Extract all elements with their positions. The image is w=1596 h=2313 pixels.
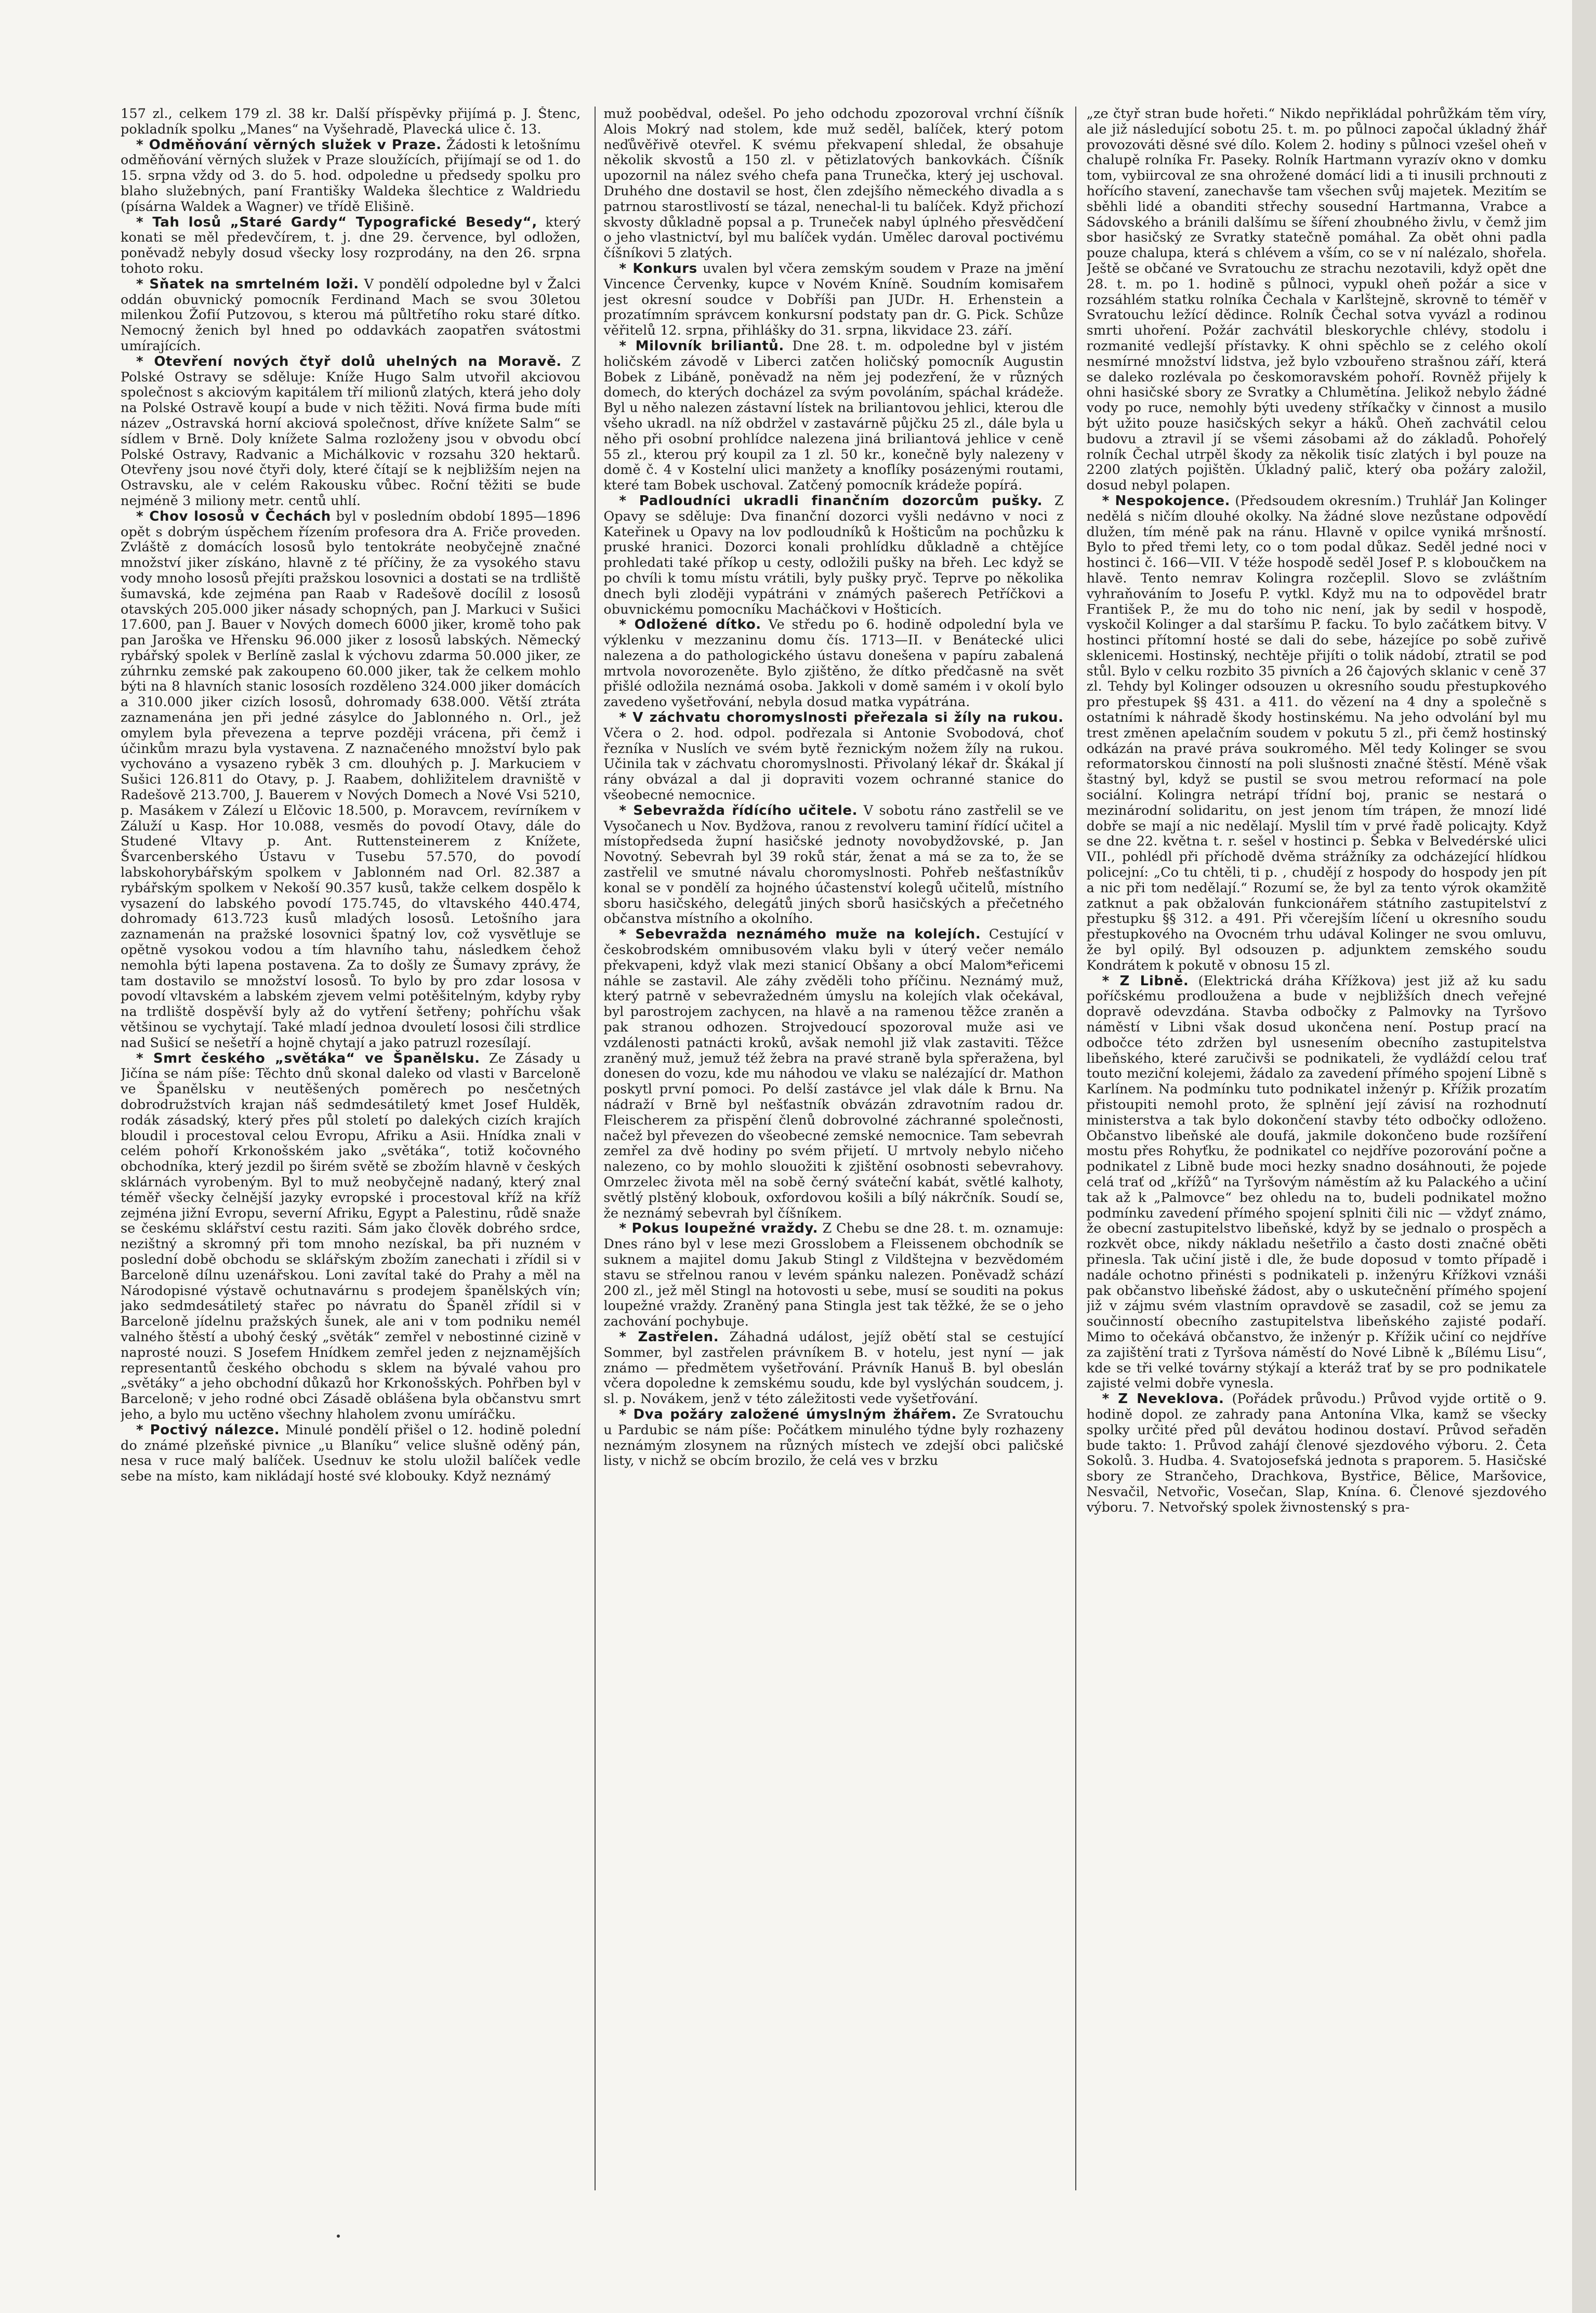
- article-paragraph: [603, 1330, 1063, 1407]
- article-paragraph: [603, 1221, 1063, 1330]
- article-paragraph: [121, 509, 581, 1051]
- article-text: který konati se měl předevčírem, t. j. dne 29. července, byl odložen, poněvadž nebyly dosud všecky losy rozprodány, na den 26. srpna tohoto roku.: [121, 214, 581, 276]
- column-right: [1087, 107, 1547, 2190]
- article-paragraph: [603, 261, 1063, 339]
- article-paragraph: [603, 494, 1063, 617]
- article-headline: * Z Neveklova.: [1102, 1391, 1224, 1407]
- article-headline: * Otevření nových čtyř dolů uhelných na Moravě.: [136, 353, 562, 369]
- article-paragraph: [121, 215, 581, 277]
- article-text: Dne 28. t. m. odpoledne byl v jistém holičském závodě v Liberci zatčen holičský pomocník Augustin Bobek z Libáně, poněvadž na něm jej podezření, že v různých domech, do kterých docházel za svým povoláním, spáchal krádeže. Byl u něho nalezen zástavní lístek na briliantovou jehlici, kterou dle všeho ukradl. na níž obdržel v zastavárně půjčku 25 zl., dále byla u něho při osobní prohlídce nalezena jiná briliantová jehlice v ceně 55 zl., kterou prý koupil za 1 zl. 50 kr., konečně byly nalezeny v domě č. 4 v Kostelní ulici manžety a knoflíky posázenými routami, které tam Bobek uschoval. Zatčený pomocník krádeže popírá.: [603, 338, 1064, 494]
- article-headline: * Tah losů „Staré Gardy“ Typografické Besedy“,: [136, 214, 537, 230]
- article-text: Ve středu po 6. hodině odpolední byla ve výklenku v mezzaninu domu čís. 1713—II. v Benátecké ulici nalezena a do pathologického ústavu donešena v papíru zabalená mrtvola novorozeněte. Bylo zjištěno, že dítko předčasně na svět přišlé odložila neznámá osoba. Jakkoli v domě samém i v okolí bylo zavedeno vyšetřování, nebyla dosud matka vypátrána.: [603, 617, 1064, 710]
- article-paragraph: [603, 803, 1063, 927]
- article-text: Ze Svratouchu u Pardubic se nám píše: Počátkem minulého týdne byly rozhazeny neznámým zlosynem na různých místech ve zdejší obci paličské listy, v nichž se obcím brozilo, že celá ves v brzku: [603, 1406, 1064, 1469]
- article-paragraph: [121, 1423, 581, 1485]
- article-text: Žádosti k letošnímu odměňování věrných služek v Praze sloužících, přijímají se od 1. do 15. srpna vždy od 3. do 5. hod. odpoledne u předsedy spolku pro blaho služebných, paní Františky Waldeka šlechtice z Waldriedu (písárna Waldek a Wagner) ve třídě Elišině.: [121, 137, 581, 215]
- article-columns: [121, 107, 1547, 2190]
- article-headline: * Pokus loupežné vraždy.: [619, 1221, 819, 1237]
- column-middle: [603, 107, 1063, 2190]
- article-headline: * Padloudníci ukradli finančním dozorcům pušky.: [619, 493, 1043, 509]
- article-paragraph: [603, 107, 1063, 261]
- ink-speck: [337, 2235, 340, 2238]
- article-paragraph: [603, 927, 1063, 1221]
- page-edge-shadow: [1572, 0, 1596, 2313]
- article-headline: * Nespokojence.: [1102, 493, 1231, 509]
- article-headline: * Sebevražda neznámého muže na kolejích.: [619, 927, 981, 943]
- article-headline: * V záchvatu choromyslnosti přeřezala si žíly na rukou.: [619, 710, 1064, 726]
- article-text: „ze čtyř stran bude hořeti.“ Nikdo nepřikládal pohrůžkám těm víry, ale již následující sobotu 25. t. m. po půlnoci započal úkladný žhář provozováti děsné své dílo. Kolem 2. hodiny s půlnoci vzešel oheň v chalupě rolníka Fr. Paseky. Rolník Hartmann vyrazív okno v domku tom, vybiircoval ze sna ohrožené domácí lidi a ti inusili prchnouti z hořícího stavení, zanechavše tam všechen svůj majetek. Mezitím se sběhli lidé a obanditi střechy sousední Hartmanna, Vrabce a Sádovského a bránili dalšímu se šíření zhoubného živlu, v čemž jim sbor hasičský ze Svratky statečně pomáhal. Za obět ohni padla pouze chalupa, která s chlévem a vším, co se v ní nalézalo, shořela. Ještě se občané ve Svratouchu ze strachu nezotavili, když opět dne 28. t. m. po 1. hodině s půlnoci, vypukl oheň požár a sice v rozsáhlém statku rolníka Čechala v Karlštejně, skrovně to téměř v Svratouchu ležící dědince. Rolník Čechal sotva vyvázl a rodinou smrti uhoření. Požár zachvátil bleskorychle chlévy, stodolu i rozmanité vedlejší přístavky. K ohni spěchlo se z celého okolí nesmírné množství lidstva, jež bylo vzbouřeno strašnou září, která se daleko rozlévala po českomoravském pohoří. Rovněž přijely k ohni hasičské sbory ze Svratky a Chlumětína. Jelikož nebylo žádné vody po ruce, nemohly býti uvedeny stříkačky v činnost a musilo být užito pouze hasičských sekyr a háků. Oheň zachvátil celou budovu a ztravil jí se všemi zásobami až do základů. Pohořelý rolník Čechal utrpěl škody za několik tisíc zlatých i byl pouze na 2200 zlatých pojištěn. Úkladný palič, který oba požáry založil, dosud nebyl polapen.: [1086, 107, 1547, 494]
- article-text: (Elektrická dráha Křížkova) jest již až ku sadu poříčskému prodloužena a bude v nejbližších dnech veřejné dopravě odevzdána. Stavba odbočky z Palmovky na Tyršovo náměstí v Libni však dosud ukončena není. Postup prací na odbočce této zdržen byl usnesením obecního zastupitelstva libeňského, které zaručivši se podnikateli, že vydláždí celou trať touto meziční kolejemi, žádalo za zavedení přímého spojení Libně s Karlínem. Na podmínku tuto podnikatel inženýr p. Křížik prozatím přistoupiti nemohl proto, že splnění její závisí na rozhodnutí ministerstva a tak bylo dokončení stavby této odbočky odloženo. Občanstvo libeňské ale doufá, jakmile dokončeno bude rozšíření mostu přes Rohyťku, že podnikatel co nejdříve pozorování počne a podnikatel z Libně bude moci hezky snadno dosáhnouti, že pojede celá trať od „křížů“ na Tyršovým náměstím až ku Palackého a učiní tak až k „Palmovce“ bez ohledu na to, budeli podnikatel možno podmínku zavedení přímého spojení splniti čili nic — vždyť známo, že obecní zastupitelstvo libeňské, když by se jednalo o prospěch a rozkvět obce, nikdy nákladu nešetřilo a často dosti značné oběti přinesla. Tak učiní jistě i dle, že bude doposud v tomto případě i nadále ochotno přinésti s podnikateli p. inženýru Křížkovi vznáši pak občanstvo libeňské žádost, aby o uskutečnění přímého spojení již v zájmu svém vlastním opravdově se zasadil, což se jemu za součinností obecního zastupitelstva libeňského zajisté podaří. Mimo to očekává občanstvo, že inženýr p. Křížik učiní co nejdříve za zajištění trati z Tyršova náměstí do Nové Libně k „Bílému Lisu“, kde se tři velké továrny stýkají a kteráž trať by se pro podnikatele zajisté velmi dobře vynesla.: [1086, 973, 1547, 1392]
- column-left: [121, 107, 581, 2190]
- article-headline: * Z Libně.: [1102, 973, 1189, 989]
- article-headline: * Odměňování věrných služek v Praze.: [136, 137, 442, 153]
- article-paragraph: [1087, 1392, 1547, 1515]
- article-headline: * Dva požáry založené úmyslným žhářem.: [619, 1406, 957, 1422]
- article-text: muž poobědval, odešel. Po jeho odchodu zpozoroval vrchní číšník Alois Mokrý nad stolem, kde muž seděl, balíček, který potom neďůvěřivě otevřel. K svému překvapení shledal, že obsahuje několik skvostů a 150 zl. v pětizlatových bankovkách. Číšník upozornil na nález svého chefa pana Trunečka, který jej uschoval. Druhého dne dostavil se host, člen zdejšího německého divadla a s patrnou starostlivostí se tázal, nenechal-li tu balíček. Když přichozí skvosty důkladně popsal a p. Truneček nabyl úplného přesvědčení o jeho vlastnictví, byl mu balíček vydán. Umělec daroval poctivému číšníkovi 5 zlatých.: [603, 107, 1064, 261]
- article-headline: * Chov lososů v Čechách: [136, 508, 331, 524]
- article-text: V pondělí odpoledne byl v Žalci oddán obuvnický pomocník Ferdinand Mach se svou 30letou milenkou Žofií Putzovou, s kterou má půltřetího roku staré dítko. Nemocný ženich byl hned po oddavkách zaopatřen svátostmi umírajících.: [121, 276, 581, 354]
- article-paragraph: [603, 339, 1063, 494]
- article-paragraph: [603, 710, 1063, 803]
- article-text: V sobotu ráno zastřelil se ve Vysočanech u Nov. Bydžova, ranou z revolveru taminí řídící učitel a místopředseda župní hasičské jednoty novobydžovské, p. Jan Novotný. Sebevrah byl 39 roků stár, ženat a má se za to, že se zastřelil ve smutné návalu choromyslnosti. Pohřeb nešťastníkův konal se v pondělí za hojného účastenství kolegů učitelů, místního sboru hasičského, delegátů jiných sborů hasičských a přečetného občanstva místního a okolního.: [603, 802, 1064, 927]
- article-text: Záhadná událost, jejíž obětí stal se cestující Sommer, byl zastřelen právníkem B. v hotelu, jest nyní — jak známo — předmětem vyšetřování. Právník Hanuš B. byl obeslán včera dopoledne k zemskému soudu, kde byl vyslýchán soudcem, j. sl. p. Novákem, jenž v této záležitosti vede vyšetřování.: [603, 1329, 1064, 1407]
- article-headline: * Poctivý nálezce.: [136, 1422, 280, 1438]
- article-headline: * Sebevražda řídícího učitele.: [619, 802, 858, 818]
- article-text: byl v posledním období 1895—1896 opět s dobrým úspěchem řízením profesora dra A. Friče proveden. Zvláště z domácích lososů bylo tentokráte neobyčejně značné množství jiker získáno, hlavně z té příčiny, že za vysokého stavu vody mnoho lososů přejíti pražskou losovnici a dostati se na trdliště šumavská, kde zejména pan Raab v Radešově docílil z lososů otavských 205.000 jiker násady schopných, pan J. Markuci v Sušici 17.600, pan J. Bauer v Nových domech 6000 jiker, kromě toho pak pan Jaroška ve Hřensku 96.000 jiker z lososů labských. Německý rybářský spolek v Berlíně zaslal k výchovu zdarma 50.000 jiker, ze zúhrnku zemské pak zakoupeno 60.000 jiker, tak že celkem mohlo býti na 8 hlavních stanic lososích rozděleno 324.000 jiker domácích a 310.000 jiker cizích lososů, dohromady 638.000. Větší ztráta zaznamenána jen při jedné zásylce do Jablonného n. Orl., jež omylem byla převezena a teprve později vrácena, při čemž i účinkům mrazu byla vystavena. Z naznačeného množství bylo pak vychováno a vysazeno ryběk 3 cm. dlouhých p. J. Markuciem v Sušici 126.811 do Otavy, p. J. Raabem, dohližitelem dravniště v Radešově 213.700, J. Bauerem v Nových Domech a Nové Vsi 5210, p. Masákem v Zálezí u Elčovic 18.500, p. Moravcem, revírníkem v Záluží u Kasp. Hor 10.088, vesměs do povodí Otavy, dále do Studené Vltavy p. Ant. Ruttensteinerem z Knížete, Švarcenberského Ústavu v Tusebu 57.570, do povodí labskohorybářským spolkem v Jablonném nad Orl. 82.387 a rybářským spolkem v Nekoší 90.357 kusů, takže celkem dospělo k vysazení do labského povodí 175.745, do vltavského 440.474, dohromady 613.723 kusů mladých lososů. Letošního jara zaznamenán na pražské losovnici špatný lov, což vysvětluje se opětně vysokou vodou a tím hlavního tahu, následkem čehož nemohla býti lapena postavena. Za to došly ze Šumavy zprávy, že tam dostavilo se množství lososů. To bylo by pro zdar lososa v povodí vltavském a labském zjevem velmi potěšitelným, kdyby ryby na trdliště dospěvší byly až do vytření šetřeny; pohříchu však většinou se vychytají. Také mladí jednoa dvouletí lososi čili strdlice nad Sušicí se nešetří a hojně chytají a jako patruzl rozesílají.: [121, 508, 581, 1051]
- article-paragraph: [603, 1407, 1063, 1469]
- article-text: Z Chebu se dne 28. t. m. oznamuje: Dnes ráno byl v lese mezi Grosslobem a Fleissenem obchodník se suknem a majitel domu Jakub Stingl z Vildštejna v bezvědomém stavu se střelnou ranou v levém spánku nalezen. Poněvadž schází 200 zl., jež měl Stingl na hotovosti u sebe, musí se souditi na pokus loupežné vraždy. Zraněný pana Stingla jest tak těžké, že se o jeho zachování pochybuje.: [603, 1221, 1064, 1330]
- article-paragraph: [121, 1051, 581, 1423]
- article-headline: * Zastřelen.: [619, 1329, 719, 1345]
- article-text: (Předsoudem okresním.) Truhlář Jan Kolinger nedělá s ničím dlouhé okolky. Na žádné slove nezůstane odpovědí dlužen, tím méně pak na ránu. Hlavně v opilce vyniká mršností. Bylo to před třemi lety, co o tom podal důkaz. Seděl jedné noci v hostinci č. 166—VII. V téže hospodě seděl Josef P. s kloboučkem na hlavě. Tento nemrav Kolingra rozčeplil. Slovo se zvláštním vyhraňováním to Josefu P. vytkl. Když mu na to odpovědel bratr František P., že mu do toho nic není, jak by sedil v hospodě, vyskočil Kolinger a dal staršímu P. facku. To bylo začátkem bitvy. V hostinci přítomní hosté se dali do sebe, házejíce po sobě zuřivě sklenicemi. Hostinský, nechtěje přijíti o tolik nádobí, ztratil se pod stůl. Bylo v celku rozbito 35 pivních a 26 čajových sklanic v ceně 37 zl. Tehdy byl Kolinger odsouzen u okresního soudu přestupkového pro přestupek §§ 431. a 411. do vězení na 4 dny a společně s ostatními k náhradě škody hostinskému. Na jeho odvolání byl mu trest změnen apelačním soudem v pokutu 5 zl., při čemž hostinský odkázán na pravé práva soukromého. Měl tedy Kolinger se svou reformatorskou činností na poli slušnosti značné štěstí. Méně však štastný byl, když se pustil se svou metrou reformací na pole sociální. Kolingra netrápí třídní boj, pranic se nestará o mezinárodní solidaritu, on jest jenom tím trápen, že mnozí lidé dobře se mají a nic nedělají. Myslil tím v prvé řadě policajty. Když se dne 22. května t. r. sešel v hostinci p. Šebka v Belvedérské ulici VII., pohlédl při příchodě dvěma strážníky za odcházející hlídkou policejní: „Co tu chtěli, ti p. , chudějí z hospody do hospody jen pít a nic při tom nedělají.“ Rozumí se, že byl za tento výrok okamžitě zatknut a pak obžalován funkcionářem státního zastupitelství z přestupku §§ 312. a 491. Při včerejším líčení u okresního soudu přestupkového na Ovocném trhu udával Kolinger ne svou omluvu, že byl opilý. Byl odsouzen p. adjunktem zemského soudu Kondrátem k pokutě v obnosu 15 zl.: [1086, 493, 1547, 973]
- article-paragraph: [121, 277, 581, 354]
- article-text: Cestující v českobrodském omnibusovém vlaku byli v úterý večer nemálo překvapeni, když vlak mezi stanicí Obšany a obcí Malom*eřicemi náhle se zastavil. Ale záhy zvěděli toho příčinu. Neznámý muž, který patrně v sebevražedném úmyslu na kolejích vlak očekával, byl parostrojem zachycen, na hlavě a na ramenou těžce zraněn a pak stranou odhozen. Strojvedoucí spozoroval muže asi ve vzdálenosti patnácti kroků, avšak nemohl již vlak zastaviti. Těžce zraněný muž, jemuž též žebra na pravé straně byla spřeražena, byl donesen do vozu, kde mu náhodou ve vlaku se nalézající dr. Mathon poskytl první pomoci. Po delší zastávce jel vlak dále k Brnu. Na nádraží v Brně byl nešťastník obvázán zdravotním radou dr. Fleischerem za přispění členů dobrovolné záchranné společnosti, načež byl převezen do všeobecné zemské nemocnice. Tam sebevrah zemřel za dvě hodiny po svém přijetí. U mrtvoly nebylo ničeho nalezeno, co by mohlo slouožiti k zjištění osobnosti sebevrahovy. Omrzelec života měl na sobě černý sváteční kabát, světlé kalhoty, světlý plstěný klobouk, oxfordovou košili a bílý nákrčník. Soudí se, že neznámý sebevrah byl číšníkem.: [603, 927, 1064, 1221]
- article-headline: * Smrt českého „světáka“ ve Španělsku.: [136, 1050, 480, 1066]
- article-text: 157 zl., celkem 179 zl. 38 kr. Další příspěvky přijímá p. J. Štenc, pokladník spolku „Manes“ na Vyšehradě, Plavecká ulice č. 13.: [121, 107, 581, 137]
- article-text: Včera o 2. hod. odpol. podřezala si Antonie Svobodová, choť řezníka v Nuslích ve svém bytě řeznickým nožem žíly na rukou. Učinila tak v záchvatu choromyslnosti. Přivolaný lékař dr. Škákal jí rány obvázal a dal ji dopraviti vozem ochranné stanice do všeobecné nemocnice.: [603, 725, 1064, 803]
- article-headline: * Milovník briliantů.: [619, 338, 784, 354]
- article-paragraph: [1087, 974, 1547, 1392]
- article-paragraph: [121, 107, 581, 138]
- article-paragraph: [1087, 494, 1547, 974]
- article-paragraph: [603, 617, 1063, 710]
- article-text: Z Polské Ostravy se sděluje: Kníže Hugo Salm utvořil akciovou společnost s akciovým kapitálem tří milionů zlatých, která jeho doly na Polské Ostravě koupí a bude v nich těžiti. Nová firma bude míti název „Ostravská horní akciová společnost, dříve knížete Salm“ se sídlem v Brně. Doly knížete Salma rozloženy jsou v obvodu obcí Polské Ostravy, Radvanic a Michálkovic v rozsahu 320 hektarů. Otevřeny jsou nové čtyři doly, které čítají se k nejbližším nejen na Ostravsku, ale v celém Rakousku vůbec. Roční těžiti se bude nejméně 3 miliony metr. centů uhlí.: [121, 353, 581, 509]
- article-paragraph: [1087, 107, 1547, 494]
- article-text: Z Opavy se sděluje: Dva finanční dozorci vyšli nedávno v noci z Kateřinek u Opavy na lov podloudníků k Hošticům na pochůzku k pruské hranici. Dozorci konali prohlídku důkladně a chtějíce prohledati také příkop u cesty, odložili pušky na břeh. Lec když se po chvíli k tomu místu vrátili, byly pušky pryč. Teprve po několika dnech byli zloději vypátráni v známých pašerech Petříčkovi a obuvnickému pomocníku Macháčkovi v Hošticích.: [603, 493, 1064, 617]
- article-headline: * Sňatek na smrtelném loži.: [136, 276, 359, 292]
- article-text: Minulé pondělí přišel o 12. hodině polední do známé plzeňské pivnice „u Blaníku“ velice slušně oděný pán, nesa v ruce malý balíček. Usednuv ke stolu uložil balíček vedle sebe na místo, kam nikládají hosté své klobouky. Když neznámý: [121, 1422, 581, 1485]
- article-headline: * Odložené dítko.: [619, 617, 761, 633]
- article-text: (Pořádek průvodu.) Průvod vyjde ortitě o 9. hodině dopol. ze zahrady pana Antonína Vlka, kamž se všecky spolky určité před půl devátou hodinou dostaví. Průvod seřaděn bude takto: 1. Průvod zahájí členové sjezdového výboru. 2. Četa Sokolů. 3. Hudba. 4. Svatojosefská jednota s praporem. 5. Hasičské sbory ze Strančeho, Drachkova, Bystřice, Bělice, Maršovice, Nesvačil, Netvořic, Vosečan, Slap, Knína. 6. Členové sjezdového výboru. 7. Netvořský spolek živnostenský s pra-: [1086, 1391, 1547, 1515]
- article-text: uvalen byl včera zemským soudem v Praze na jmění Vincence Červenky, kupce v Novém Kníně. Soudním komisařem jest okresní soudce v Dobříši pan JUDr. H. Erhenstein a prozatímním správcem konkursní podstaty pan dr. G. Pick. Schůze věřitelů 12. srpna, přihlášky do 31. srpna, likvidace 23. září.: [603, 260, 1064, 339]
- article-headline: * Konkurs: [619, 260, 697, 276]
- article-paragraph: [121, 354, 581, 509]
- article-paragraph: [121, 138, 581, 215]
- article-text: Ze Zásady u Jičína se nám píše: Těchto dnů skonal daleko od vlasti v Barceloně ve Španělsku v neutěšených poměrech po nesčetných dobrodružstvích krajan náš sedmdesátiletý kmet Josef Hulděk, rodák zásadský, který přes půl století po dalekých cizích krajích bloudil i procestoval celou Evropu, Afriku a Asii. Hnídka znali v celém pohoří Krkonošském jako „světáka“, totiž kočovného obchodníka, který jezdil po širém světě se zbožím hlavně v českých sklárnách vyrobeným. Byl to muž neobyčejně nadaný, který znal téměř všecky čelnější jazyky evropské i procestoval kříž na kříž zejména jižní Evropu, severní Afriku, Egypt a Palestinu, růdě snaže se českému sklářství cestu raziti. Sám jako člověk dobrého srdce, nezištný a skromný při tom mnoho nezískal, ba při nuzném v poslední době obchodu se sklářským zbožím zanechati i zřídil si v Barceloně dílnu uzenářskou. Loni zavítal také do Prahy a měl na Národopisné výstavě ochutnavárnu s prodejem španělských vín; jako sedmdesátiletý stařec po návratu do Španěl zřídil si v Barceloně jídelnu pražských šunek, ale ani v tom podniku nemél valného štěstí a ubohý český „světák“ zemřel v nebostinné cizině v naprosté nouzi. S Josefem Hnídkem zemřel jeden z nejznamějších representantů českého obchodu s sklem na bývalé vahou pro „světáky“ a jeho obchodní důkazů hor Krkonošských. Pohřben byl v Barceloně; v jeho rodné obci Zásadě oblášena byla občanstvu smrt jeho, a bylo mu uctěno všechny hlaholem zvonu umíráčku.: [121, 1050, 581, 1422]
